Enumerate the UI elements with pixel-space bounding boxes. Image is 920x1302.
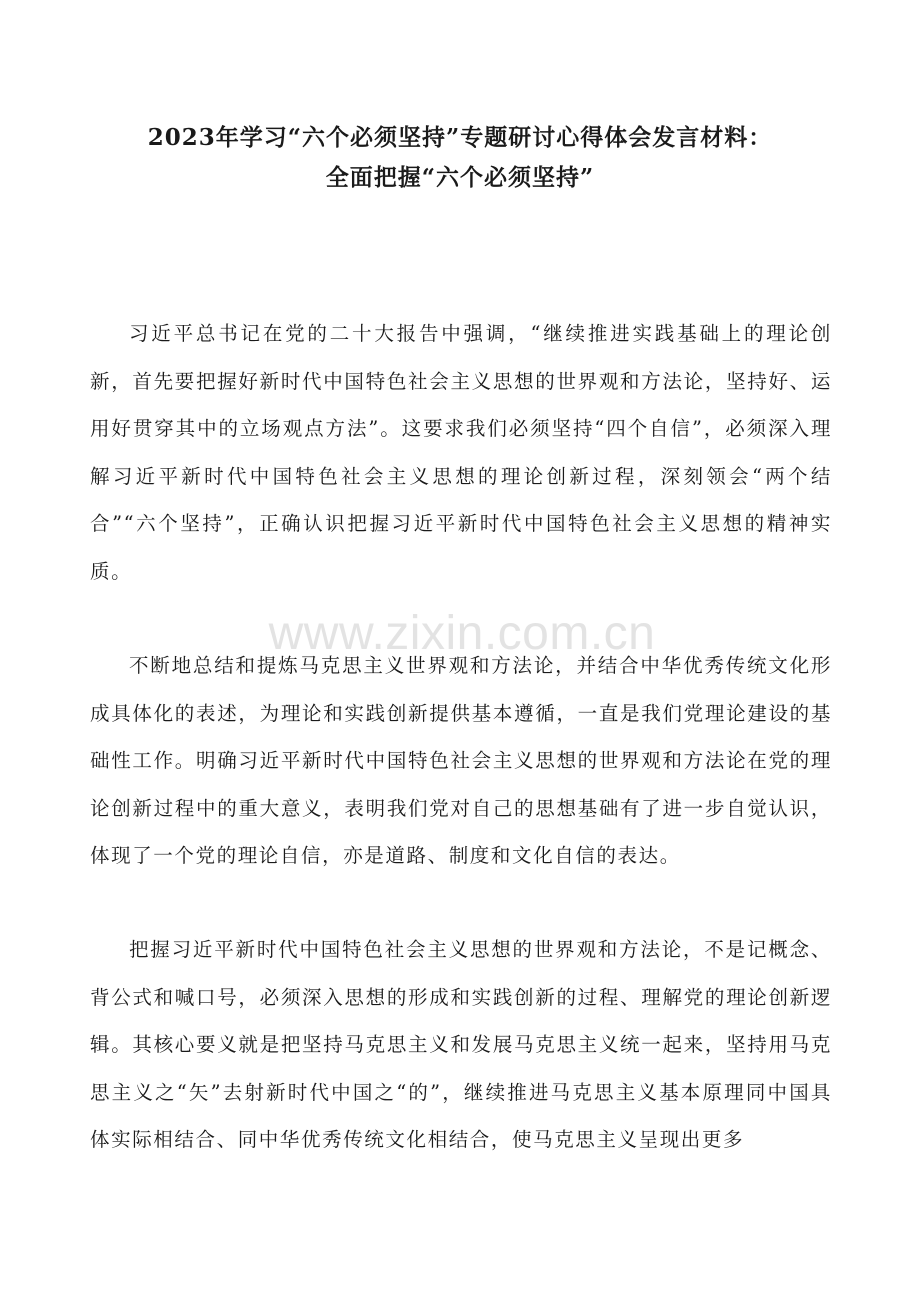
watermark: www.zixin.com.cn [268, 607, 656, 660]
paragraph-3: 把握习近平新时代中国特色社会主义思想的世界观和方法论，不是记概念、背公式和喊口号，必须深入思想的形成和实践创新的过程、理解党的理论创新逻辑。其核心要义就是把坚持马克思主义和发展马克思主义统一起来，坚持用马克思主义之“矢”去射新时代中国之“的”，继续推进马克思主义基本原理同中国具体实际相结合、同中华优秀传统文化相结合，使马克思主义呈现出更多 [90, 938, 832, 1151]
title-line-1: 2023年学习“六个必须坚持”专题研讨心得体会发言材料： [147, 124, 773, 151]
document-title [60, 118, 860, 198]
paragraph-2: 不断地总结和提炼马克思主义世界观和方法论，并结合中华优秀传统文化形成具体化的表述，为理论和实践创新提供基本遵循，一直是我们党理论建设的基础性工作。明确习近平新时代中国特色社会主义思想的世界观和方法论在党的理论创新过程中的重大意义，表明我们党对自己的思想基础有了进一步自觉认识，体现了一个党的理论自信，亦是道路、制度和文化自信的表达。 [90, 654, 832, 867]
paragraph-1: 习近平总书记在党的二十大报告中强调，“继续推进实践基础上的理论创新，首先要把握好新时代中国特色社会主义思想的世界观和方法论，坚持好、运用好贯穿其中的立场观点方法”。这要求我们必须坚持“四个自信”，必须深入理解习近平新时代中国特色社会主义思想的理论创新过程，深刻领会“两个结合”“六个坚持”，正确认识把握习近平新时代中国特色社会主义思想的精神实质。 [90, 322, 832, 583]
title-line-2: 全面把握“六个必须坚持” [325, 164, 595, 191]
